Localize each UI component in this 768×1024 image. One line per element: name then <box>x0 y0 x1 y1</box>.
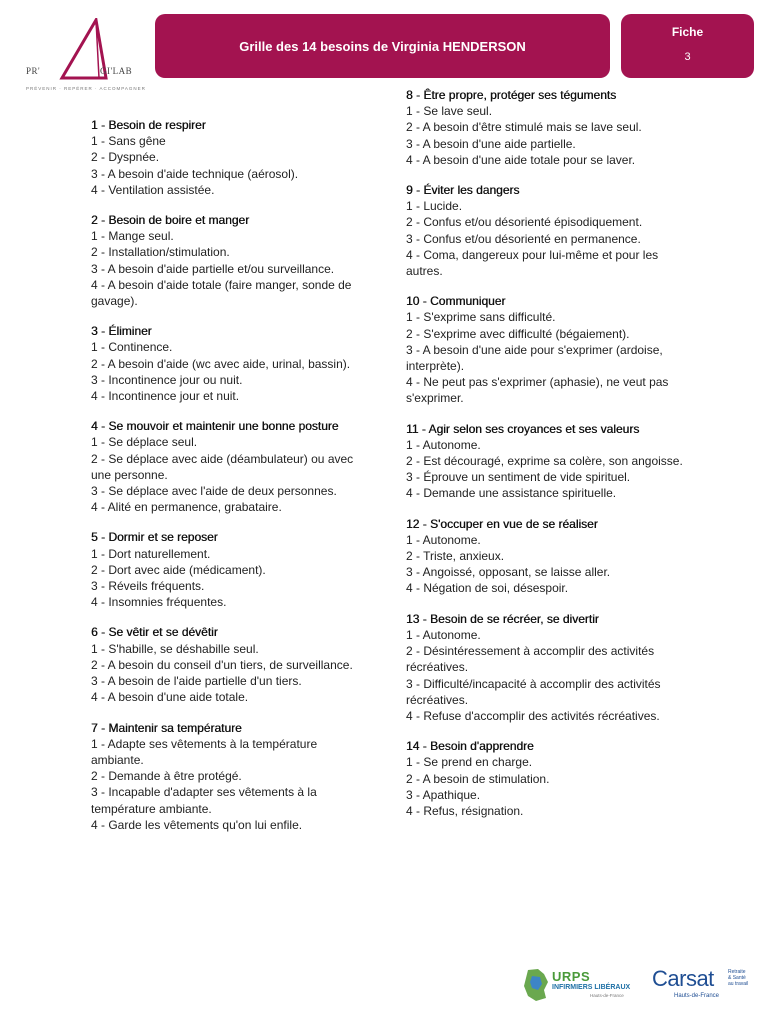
need-title: 12 - S'occuper en vue de se réaliser <box>406 516 598 531</box>
need-item: 3 - Angoissé, opposant, se laisse aller. <box>406 565 611 580</box>
need-item: 1 - Dort naturellement. <box>91 546 211 561</box>
need-item: 2 - A besoin de stimulation. <box>406 771 550 786</box>
need-item: 2 - Confus et/ou désorienté épisodiquement. <box>406 215 643 230</box>
carsat-region: Hauts-de-France <box>674 993 720 999</box>
need-item: 2 - Dort avec aide (médicament). <box>91 562 266 577</box>
carsat-name: Carsat <box>652 966 714 991</box>
need-item: 2 - Est découragé, exprime sa colère, son angoisse. <box>406 454 683 469</box>
need-section <box>91 117 361 198</box>
fiche-number: 3 <box>684 51 691 63</box>
need-item: 1 - Mange seul. <box>91 229 174 244</box>
need-item: 4 - Ne peut pas s'exprimer (aphasie), ne veut pas s'exprimer. <box>406 375 669 406</box>
need-item: 4 - A besoin d'une aide totale pour se laver. <box>406 152 636 167</box>
need-item: 2 - Dyspnée. <box>91 150 160 165</box>
carsat-side-line: Retraite <box>728 969 746 975</box>
need-section <box>406 738 686 819</box>
fiche-badge <box>621 14 754 78</box>
need-item: 1 - Sans gêne <box>91 134 166 149</box>
left-column <box>91 117 361 847</box>
need-section <box>91 212 361 309</box>
need-section <box>91 624 361 705</box>
need-item: 4 - Coma, dangereux pour lui-même et pour les autres. <box>406 247 659 279</box>
need-item: 2 - Désintéressement à accomplir des activités récréatives. <box>406 644 655 675</box>
need-item: 1 - Continence. <box>91 340 173 355</box>
need-section <box>406 516 686 597</box>
need-title: 2 - Besoin de boire et manger <box>91 213 250 228</box>
logo-suffix: GI'LAB <box>100 66 133 76</box>
need-item: 1 - S'habille, se déshabille seul. <box>91 641 259 656</box>
pragilab-logo <box>20 14 152 96</box>
need-item: 3 - Éprouve un sentiment de vide spirituel. <box>406 470 631 485</box>
need-item: 4 - Incontinence jour et nuit. <box>91 389 240 404</box>
need-section <box>91 418 361 515</box>
need-item: 2 - Installation/stimulation. <box>91 245 230 260</box>
need-title: 13 - Besoin de se récréer, se divertir <box>406 611 599 626</box>
carsat-side-text <box>728 969 748 987</box>
urps-logo <box>518 966 636 1002</box>
need-item: 1 - Adapte ses vêtements à la température ambiante. <box>91 736 318 767</box>
need-item: 3 - Incontinence jour ou nuit. <box>91 372 243 387</box>
carsat-side-line: & Santé <box>728 975 746 981</box>
need-item: 3 - Apathique. <box>406 787 481 802</box>
need-title: 7 - Maintenir sa température <box>91 720 242 735</box>
logo-tagline: PRÉVENIR · REPÉRER · ACCOMPAGNER <box>26 86 146 91</box>
carsat-logo <box>652 966 752 1006</box>
need-item: 4 - Ventilation assistée. <box>91 182 215 197</box>
need-title: 5 - Dormir et se reposer <box>91 530 218 545</box>
need-title: 6 - Se vêtir et se dévêtir <box>91 625 218 640</box>
need-item: 3 - A besoin d'une aide pour s'exprimer (ardoise, interprète). <box>406 342 663 374</box>
carsat-side-line: au travail <box>728 981 749 987</box>
need-item: 4 - Alité en permanence, grabataire. <box>91 500 282 515</box>
need-item: 3 - Réveils fréquents. <box>91 579 205 594</box>
need-section <box>406 87 686 168</box>
need-item: 2 - Se déplace avec aide (déambulateur) ou avec une personne. <box>91 451 354 482</box>
fiche-label: Fiche <box>671 25 704 39</box>
footer-logos <box>518 960 758 1010</box>
need-item: 1 - Autonome. <box>406 627 481 642</box>
need-item: 3 - A besoin d'une aide partielle. <box>406 136 576 151</box>
urps-name: URPS <box>552 969 591 984</box>
need-title: 3 - Éliminer <box>91 324 152 339</box>
need-item: 1 - Se déplace seul. <box>91 435 198 450</box>
need-item: 1 - S'exprime sans difficulté. <box>406 310 556 325</box>
need-section <box>91 323 361 404</box>
need-item: 2 - Triste, anxieux. <box>406 549 505 564</box>
need-item: 4 - A besoin d'une aide totale. <box>91 690 249 705</box>
need-item: 3 - Difficulté/incapacité à accomplir des activités récréatives. <box>406 676 661 707</box>
need-item: 4 - Insomnies fréquentes. <box>91 595 227 610</box>
need-item: 2 - A besoin d'être stimulé mais se lave seul. <box>406 120 642 135</box>
need-title: 10 - Communiquer <box>406 294 506 309</box>
logo-prefix: PR' <box>26 66 41 76</box>
need-item: 3 - A besoin de l'aide partielle d'un tiers. <box>91 674 302 689</box>
need-item: 1 - Autonome. <box>406 437 481 452</box>
urps-subtitle: INFIRMIERS LIBÉRAUX <box>552 984 631 991</box>
need-item: 4 - Demande une assistance spirituelle. <box>406 486 617 501</box>
need-title: 14 - Besoin d'apprendre <box>406 739 534 754</box>
page-title-banner <box>155 14 610 78</box>
need-item: 4 - Refus, résignation. <box>406 803 524 818</box>
need-section <box>406 293 686 406</box>
need-title: 8 - Être propre, protéger ses téguments <box>406 88 617 102</box>
need-item: 1 - Autonome. <box>406 532 481 547</box>
need-title: 1 - Besoin de respirer <box>91 118 206 132</box>
need-title: 4 - Se mouvoir et maintenir une bonne posture <box>91 419 339 434</box>
right-column <box>406 87 686 833</box>
need-section <box>91 720 361 833</box>
need-item: 4 - Négation de soi, désespoir. <box>406 581 569 596</box>
need-item: 2 - Demande à être protégé. <box>91 769 242 784</box>
need-item: 2 - A besoin d'aide (wc avec aide, urinal, bassin). <box>91 356 351 371</box>
need-title: 11 - Agir selon ses croyances et ses valeurs <box>406 421 640 436</box>
need-item: 3 - Confus et/ou désorienté en permanence. <box>406 231 641 246</box>
urps-region: Hauts-de-France <box>590 993 624 998</box>
need-item: 4 - A besoin d'aide totale (faire manger, sonde de gavage). <box>91 277 352 309</box>
need-item: 4 - Garde les vêtements qu'on lui enfile. <box>91 817 303 832</box>
need-item: 2 - S'exprime avec difficulté (bégaiement). <box>406 326 630 341</box>
need-item: 3 - A besoin d'aide partielle et/ou surveillance. <box>91 261 335 276</box>
need-item: 4 - Refuse d'accomplir des activités récréatives. <box>406 708 660 723</box>
need-item: 1 - Se lave seul. <box>406 104 493 119</box>
need-item: 2 - A besoin du conseil d'un tiers, de surveillance. <box>91 657 353 672</box>
need-section <box>406 421 686 502</box>
need-item: 1 - Se prend en charge. <box>406 755 533 770</box>
need-section <box>91 529 361 610</box>
need-section <box>406 611 686 724</box>
need-item: 3 - Se déplace avec l'aide de deux personnes. <box>91 484 337 499</box>
need-item: 3 - Incapable d'adapter ses vêtements à la température ambiante. <box>91 785 317 816</box>
page-title: Grille des 14 besoins de Virginia HENDERSON <box>239 38 526 54</box>
need-item: 1 - Lucide. <box>406 199 463 214</box>
need-title: 9 - Éviter les dangers <box>406 183 520 198</box>
need-item: 3 - A besoin d'aide technique (aérosol). <box>91 166 299 181</box>
need-section <box>406 182 686 279</box>
region-map-icon <box>522 968 550 1002</box>
